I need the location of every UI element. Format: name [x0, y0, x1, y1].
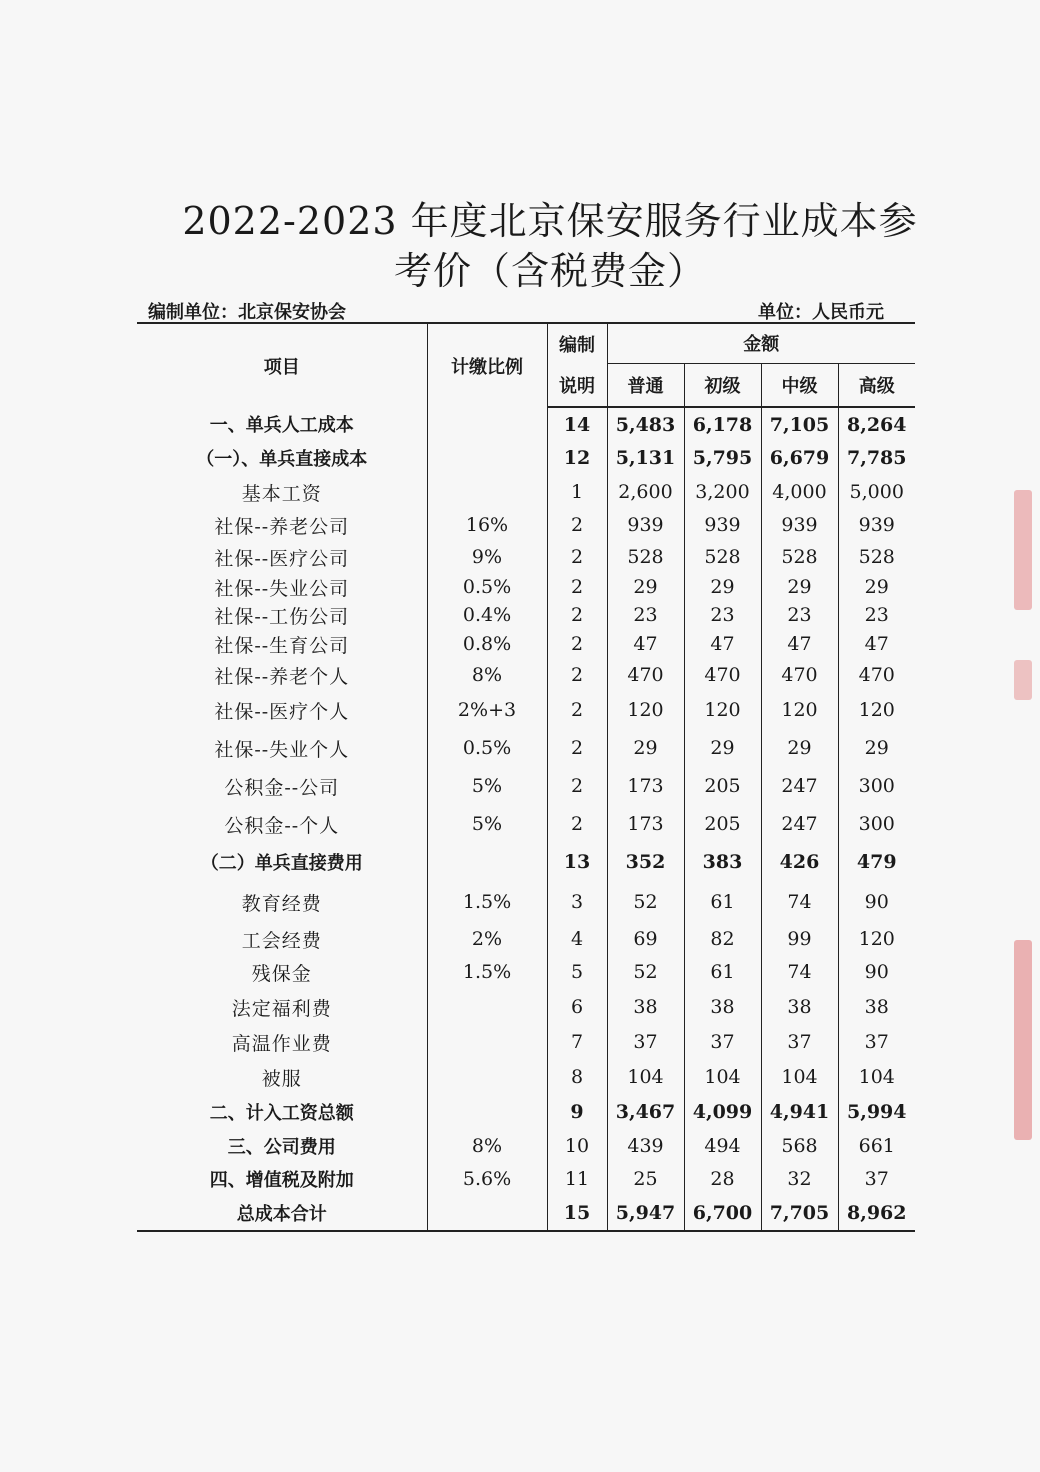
row-item-label: 总成本合计 — [137, 1195, 427, 1231]
row-amount-level-4: 29 — [838, 729, 915, 767]
row-amount-level-2: 383 — [684, 843, 761, 881]
row-note: 2 — [547, 805, 607, 843]
row-amount-level-4: 939 — [838, 509, 915, 541]
row-amount-level-4: 528 — [838, 541, 915, 573]
row-amount-level-3: 939 — [761, 509, 838, 541]
row-amount-level-4: 90 — [838, 955, 915, 989]
row-rate: 1.5% — [427, 881, 547, 923]
row-rate: 8% — [427, 1129, 547, 1163]
row-amount-level-4: 47 — [838, 629, 915, 659]
row-note: 14 — [547, 407, 607, 441]
row-note: 10 — [547, 1129, 607, 1163]
row-amount-level-2: 23 — [684, 601, 761, 629]
row-amount-level-2: 120 — [684, 691, 761, 729]
header-note-top: 编制 — [547, 323, 607, 363]
table-row — [137, 767, 915, 805]
row-note: 2 — [547, 601, 607, 629]
header-rate: 计缴比例 — [427, 323, 547, 407]
row-item-label: 三、公司费用 — [227, 1137, 336, 1158]
table-row — [137, 629, 915, 659]
row-amount-level-4: 661 — [838, 1129, 915, 1163]
row-item-label: 社保--医疗公司 — [214, 547, 350, 570]
row-amount-level-3: 247 — [761, 805, 838, 843]
row-amount-level-1: 439 — [607, 1129, 684, 1163]
cost-table — [137, 322, 915, 1232]
title-line-1: 2022-2023 年度北京保安服务行业成本参 — [182, 199, 918, 243]
row-amount-level-3: 37 — [761, 1025, 838, 1059]
row-amount-level-4: 479 — [838, 843, 915, 881]
row-amount-level-3: 7,105 — [761, 407, 838, 441]
row-amount-level-2: 82 — [684, 923, 761, 955]
seal-fragment-bottom — [1014, 940, 1032, 1140]
row-note: 2 — [547, 767, 607, 805]
row-amount-level-2: 28 — [684, 1163, 761, 1195]
row-item-label: 残保金 — [251, 962, 312, 985]
row-rate: 9% — [427, 541, 547, 573]
row-amount-level-3: 74 — [761, 881, 838, 923]
row-amount-level-1: 528 — [607, 541, 684, 573]
row-amount-level-3: 104 — [761, 1059, 838, 1095]
row-amount-level-4: 38 — [838, 989, 915, 1025]
document-title — [150, 196, 950, 296]
row-amount-level-1: 470 — [607, 659, 684, 691]
row-rate — [427, 1095, 547, 1129]
row-note: 6 — [547, 989, 607, 1025]
row-amount-level-2: 29 — [684, 729, 761, 767]
table-row — [137, 805, 915, 843]
row-note: 15 — [547, 1195, 607, 1231]
row-amount-level-1: 52 — [607, 955, 684, 989]
row-amount-level-2: 494 — [684, 1129, 761, 1163]
row-item-label: 工会经费 — [241, 929, 322, 952]
row-amount-level-3: 470 — [761, 659, 838, 691]
table-row — [137, 989, 915, 1025]
row-note: 5 — [547, 955, 607, 989]
row-item-label: 社保--工伤公司 — [214, 605, 350, 628]
row-rate: 0.5% — [427, 573, 547, 601]
row-amount-level-2: 6,700 — [684, 1195, 761, 1231]
row-item-label: 被服 — [261, 1067, 302, 1090]
row-amount-level-1: 23 — [607, 601, 684, 629]
row-amount-level-2: 5,795 — [684, 441, 761, 475]
table-row — [137, 691, 915, 729]
row-amount-level-2: 29 — [684, 573, 761, 601]
table-row — [137, 1129, 915, 1163]
row-amount-level-3: 426 — [761, 843, 838, 881]
row-item-label: （一）、单兵直接成本 — [196, 449, 368, 470]
row-amount-level-1: 120 — [607, 691, 684, 729]
row-rate: 16% — [427, 509, 547, 541]
row-amount-level-4: 300 — [838, 767, 915, 805]
table-row — [137, 923, 915, 955]
row-amount-level-2: 6,178 — [684, 407, 761, 441]
table-row — [137, 881, 915, 923]
row-amount-level-2: 3,200 — [684, 475, 761, 509]
row-amount-level-2: 205 — [684, 767, 761, 805]
row-rate: 5% — [427, 805, 547, 843]
row-note: 2 — [547, 659, 607, 691]
row-amount-level-3: 6,679 — [761, 441, 838, 475]
row-amount-level-3: 99 — [761, 923, 838, 955]
table-row — [137, 955, 915, 989]
row-amount-level-1: 29 — [607, 729, 684, 767]
row-amount-level-2: 37 — [684, 1025, 761, 1059]
header-item: 项目 — [263, 356, 300, 378]
row-amount-level-4: 5,994 — [838, 1095, 915, 1129]
seal-fragment-top — [1014, 490, 1032, 610]
table-row — [137, 601, 915, 629]
row-amount-level-1: 29 — [607, 573, 684, 601]
row-amount-level-3: 32 — [761, 1163, 838, 1195]
row-amount-level-1: 52 — [607, 881, 684, 923]
row-item-label: （二）单兵直接费用 — [200, 853, 363, 874]
row-amount-level-3: 4,000 — [761, 475, 838, 509]
row-amount-level-2: 4,099 — [684, 1095, 761, 1129]
row-amount-level-1: 47 — [607, 629, 684, 659]
row-amount-level-4: 7,785 — [838, 441, 915, 475]
row-note: 2 — [547, 541, 607, 573]
row-amount-level-4: 23 — [838, 601, 915, 629]
row-note: 4 — [547, 923, 607, 955]
row-note: 13 — [547, 843, 607, 881]
table-row — [137, 475, 915, 509]
row-amount-level-2: 38 — [684, 989, 761, 1025]
header-level-3: 中级 — [761, 363, 838, 407]
row-rate — [427, 843, 547, 881]
row-note: 2 — [547, 509, 607, 541]
row-item-label: 社保--养老个人 — [214, 665, 350, 688]
row-item-label: 社保--养老公司 — [214, 515, 350, 538]
row-note: 8 — [547, 1059, 607, 1095]
row-amount-level-1: 69 — [607, 923, 684, 955]
row-rate — [427, 475, 547, 509]
row-note: 7 — [547, 1025, 607, 1059]
row-note: 1 — [547, 475, 607, 509]
table-row — [137, 659, 915, 691]
row-amount-level-4: 300 — [838, 805, 915, 843]
row-rate: 5% — [427, 767, 547, 805]
row-rate — [427, 407, 547, 441]
table-row — [137, 1195, 915, 1231]
row-item-label: 社保--失业个人 — [214, 738, 350, 761]
header-note-bottom: 说明 — [547, 363, 607, 407]
row-note: 11 — [547, 1163, 607, 1195]
row-amount-level-4: 37 — [838, 1163, 915, 1195]
table-row — [137, 729, 915, 767]
row-amount-level-1: 5,947 — [607, 1195, 684, 1231]
row-note: 2 — [547, 691, 607, 729]
table-row — [137, 1025, 915, 1059]
table-row — [137, 541, 915, 573]
row-amount-level-2: 470 — [684, 659, 761, 691]
header-level-4: 高级 — [838, 363, 915, 407]
row-item-label: 高温作业费 — [231, 1032, 332, 1055]
row-item-label: 二、计入工资总额 — [209, 1103, 354, 1124]
row-amount-level-3: 247 — [761, 767, 838, 805]
row-amount-level-3: 568 — [761, 1129, 838, 1163]
row-rate: 5.6% — [427, 1163, 547, 1195]
row-item-label: 法定福利费 — [231, 997, 332, 1020]
row-item-label: 社保--失业公司 — [214, 577, 350, 600]
row-rate — [427, 1195, 547, 1231]
row-rate — [427, 1025, 547, 1059]
row-amount-level-4: 120 — [838, 691, 915, 729]
row-amount-level-3: 74 — [761, 955, 838, 989]
row-amount-level-1: 37 — [607, 1025, 684, 1059]
row-item-label: 四、增值税及附加 — [209, 1170, 354, 1191]
row-note: 12 — [547, 441, 607, 475]
row-amount-level-2: 528 — [684, 541, 761, 573]
row-amount-level-1: 3,467 — [607, 1095, 684, 1129]
row-amount-level-4: 8,962 — [838, 1195, 915, 1231]
row-amount-level-3: 29 — [761, 729, 838, 767]
row-amount-level-2: 939 — [684, 509, 761, 541]
row-note: 2 — [547, 729, 607, 767]
row-rate: 0.4% — [427, 601, 547, 629]
table-row — [137, 843, 915, 881]
row-amount-level-1: 104 — [607, 1059, 684, 1095]
row-amount-level-2: 47 — [684, 629, 761, 659]
unit-label: 单位：人民币元 — [758, 302, 884, 323]
row-amount-level-2: 61 — [684, 881, 761, 923]
row-amount-level-3: 4,941 — [761, 1095, 838, 1129]
table-row — [137, 407, 915, 441]
row-rate: 1.5% — [427, 955, 547, 989]
row-amount-level-1: 173 — [607, 767, 684, 805]
row-amount-level-1: 38 — [607, 989, 684, 1025]
row-amount-level-4: 37 — [838, 1025, 915, 1059]
row-amount-level-1: 25 — [607, 1163, 684, 1195]
table-row — [137, 1059, 915, 1095]
table-body — [137, 407, 915, 1231]
row-amount-level-1: 939 — [607, 509, 684, 541]
row-amount-level-3: 120 — [761, 691, 838, 729]
row-item-label: 一、单兵人工成本 — [209, 415, 354, 436]
row-amount-level-3: 23 — [761, 601, 838, 629]
table-row — [137, 509, 915, 541]
header-level-1: 普通 — [607, 363, 684, 407]
row-amount-level-4: 120 — [838, 923, 915, 955]
title-line-2: 考价（含税费金） — [393, 249, 706, 293]
row-amount-level-4: 29 — [838, 573, 915, 601]
row-item-label: 社保--生育公司 — [214, 634, 350, 657]
row-rate: 0.5% — [427, 729, 547, 767]
row-item-label: 公积金--公司 — [224, 776, 340, 799]
row-rate — [427, 989, 547, 1025]
row-item-label: 社保--医疗个人 — [214, 700, 350, 723]
row-amount-level-1: 173 — [607, 805, 684, 843]
header-amount: 金额 — [607, 323, 915, 363]
row-rate: 2%+3 — [427, 691, 547, 729]
row-amount-level-3: 528 — [761, 541, 838, 573]
row-rate: 2% — [427, 923, 547, 955]
row-amount-level-4: 104 — [838, 1059, 915, 1095]
row-amount-level-4: 90 — [838, 881, 915, 923]
row-note: 2 — [547, 573, 607, 601]
row-amount-level-3: 7,705 — [761, 1195, 838, 1231]
row-note: 2 — [547, 629, 607, 659]
row-rate: 8% — [427, 659, 547, 691]
row-amount-level-1: 5,483 — [607, 407, 684, 441]
row-rate — [427, 441, 547, 475]
seal-fragment-middle — [1014, 660, 1032, 700]
row-item-label: 公积金--个人 — [224, 814, 340, 837]
row-amount-level-3: 29 — [761, 573, 838, 601]
table-row — [137, 1095, 915, 1129]
table-row — [137, 441, 915, 475]
row-amount-level-3: 38 — [761, 989, 838, 1025]
row-amount-level-4: 5,000 — [838, 475, 915, 509]
row-amount-level-2: 104 — [684, 1059, 761, 1095]
row-rate — [427, 1059, 547, 1095]
row-amount-level-1: 2,600 — [607, 475, 684, 509]
table-row — [137, 1163, 915, 1195]
compiler-label: 编制单位：北京保安协会 — [148, 302, 346, 323]
row-amount-level-4: 8,264 — [838, 407, 915, 441]
header-level-2: 初级 — [684, 363, 761, 407]
row-amount-level-1: 352 — [607, 843, 684, 881]
row-item-label: 教育经费 — [241, 892, 322, 915]
row-item-label: 基本工资 — [241, 482, 322, 505]
row-amount-level-3: 47 — [761, 629, 838, 659]
row-amount-level-2: 205 — [684, 805, 761, 843]
row-note: 3 — [547, 881, 607, 923]
row-note: 9 — [547, 1095, 607, 1129]
row-amount-level-4: 470 — [838, 659, 915, 691]
row-amount-level-1: 5,131 — [607, 441, 684, 475]
row-rate: 0.8% — [427, 629, 547, 659]
table-row — [137, 573, 915, 601]
row-amount-level-2: 61 — [684, 955, 761, 989]
